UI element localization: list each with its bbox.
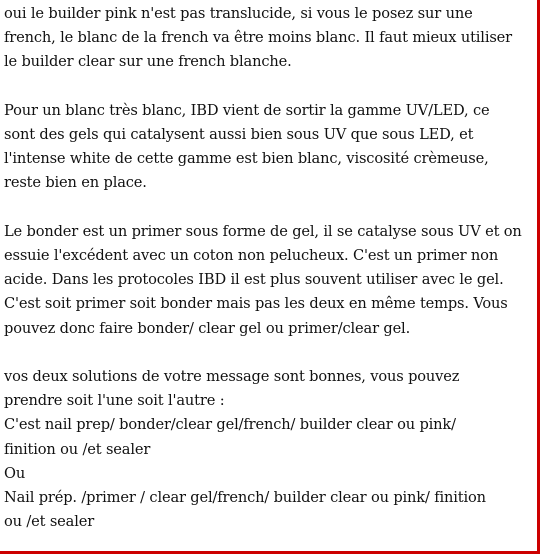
paragraph-gap (4, 196, 534, 220)
paragraph-builder-pink: oui le builder pink n'est pas translucide, si vous le posez sur une french, le blanc de la french va être moins blanc. Il faut mieux utiliser le builder clear sur une french blanche. (4, 5, 512, 71)
paragraph-gap (4, 75, 534, 99)
paragraph-gap (4, 341, 534, 365)
paragraph-solutions: vos deux solutions de votre message sont bonnes, vous pouvez prendre soit l'une soit l'autre : C'est nail prep/ bonder/clear gel/french/ builder clear ou pink/ finition ou /et sealer Ou Nail prép. /primer / clear gel/french/ builder clear ou pink/ finition ou /et sealer (4, 368, 486, 531)
document-body (4, 2, 534, 534)
paragraph-bonder-primer: Le bonder est un primer sous forme de gel, il se catalyse sous UV et on essuie l'excédent avec un coton non pelucheux. C'est un primer non acide. Dans les protocoles IBD il est plus souvent utiliser avec le gel. C'est soit primer soit bonder mais pas les deux en même temps. Vous pouvez donc faire bonder/ clear gel ou primer/clear gel. (4, 222, 522, 337)
paragraph-uv-led-white: Pour un blanc très blanc, IBD vient de sortir la gamme UV/LED, ce sont des gels qui catalysent aussi bien sous UV que sous LED, et l'intense white de cette gamme est bien blanc, viscosité crèmeuse, reste bien en place. (4, 101, 490, 192)
